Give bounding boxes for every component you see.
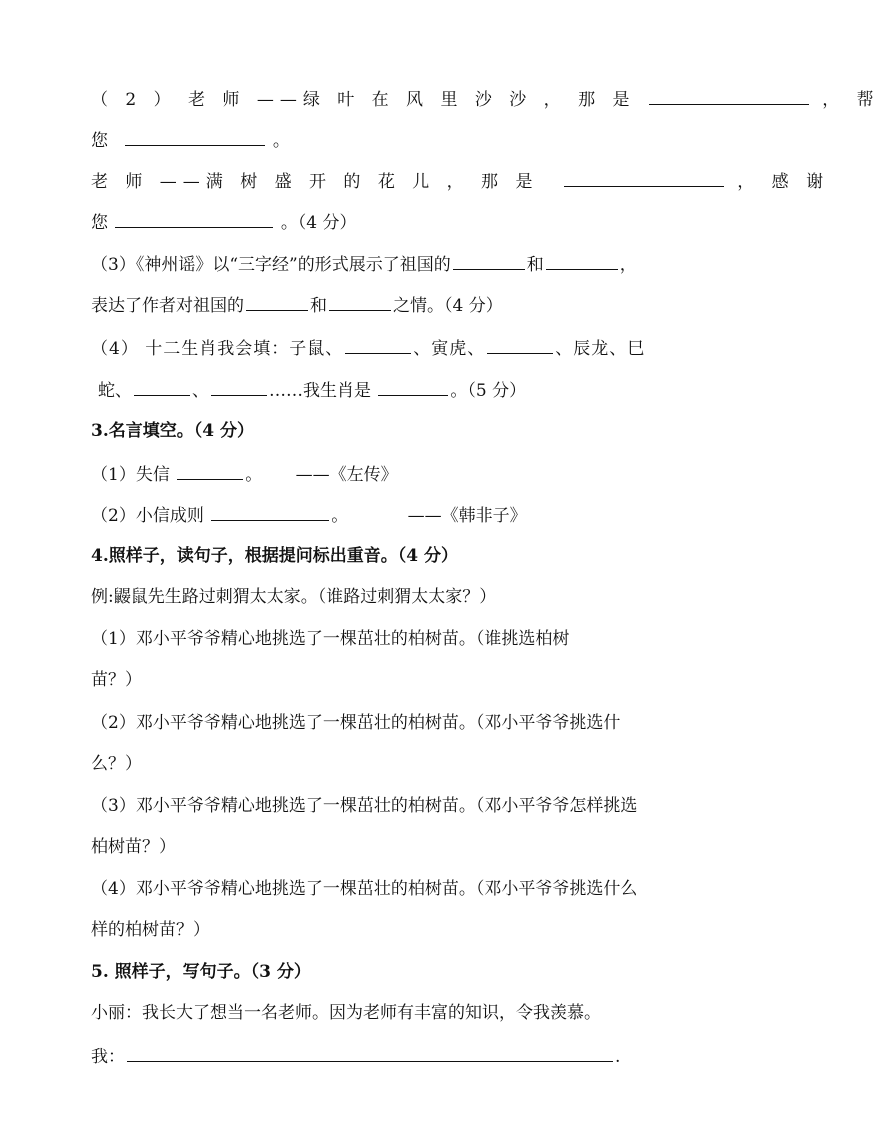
q5-answer-prefix: 我： [91,1047,125,1067]
q2-item3-text-a: （3）《神州谣》以“三字经”的形式展示了祖国的 [91,255,451,275]
q5-title: 5. 照样子，写句子。（3 分） [91,962,311,982]
q2-item3-text-c: ， [619,255,637,275]
answer-blank[interactable] [564,168,724,187]
answer-blank[interactable] [115,209,273,228]
q4-sentence-1a: （1）邓小平爷爷精心地挑选了一棵茁壮的柏树苗。（谁挑选柏树 [91,629,570,649]
q4-sentence-2b: 么？） [91,754,142,774]
answer-blank[interactable] [546,251,618,270]
q3-item2 [91,502,711,528]
q3-item2-source: ——《韩非子》 [407,506,527,526]
q2-item2-text-b: ， 帮 [822,90,880,110]
q4-sentence-4b: 样的柏树苗？） [91,920,210,940]
q2-item3-text-d: 表达了作者对祖国的 [91,296,244,316]
q2-item4-line1 [91,335,711,361]
q4-title: 4.照样子，读句子，根据提问标出重音。（4 分） [91,546,458,566]
answer-blank[interactable] [649,86,809,105]
q5-example: 小丽：我长大了想当一名老师。因为老师有丰富的知识，令我羡慕。 [91,1003,601,1023]
q3-item1-source: ——《左传》 [295,465,398,485]
answer-blank[interactable] [211,502,329,521]
q5-answer-end: . [615,1047,621,1067]
answer-blank[interactable] [127,1043,613,1062]
q2-item4-text-b: 、寅虎、 [413,339,486,359]
q2-item4-text-d: 蛇、 [98,381,132,401]
q4-sentence-1b: 苗？） [91,670,142,690]
q4-sentence-2a: （2）邓小平爷爷精心地挑选了一棵茁壮的柏树苗。（邓小平爷爷挑选什 [91,713,621,733]
q2-item2-text-g: 您 [91,213,108,233]
q3-item1-text: （1）失信 [91,465,170,485]
answer-blank[interactable] [125,127,265,146]
q2-item3-line1 [91,251,711,277]
q2-item3-text-b: 和 [526,255,544,275]
q3-item1 [91,461,711,487]
q2-item2-text-h: 。（4 分） [280,213,357,233]
answer-blank[interactable] [177,461,243,480]
q2-item2-line2 [91,127,711,153]
q5-answer-line [91,1043,711,1069]
q2-item4-text-g: 。（5 分） [450,381,527,401]
answer-blank[interactable] [211,377,267,396]
answer-blank[interactable] [134,377,190,396]
q2-item3-text-f: 之情。（4 分） [393,296,503,316]
answer-blank[interactable] [329,292,391,311]
q3-item1-period: 。 [245,465,263,485]
answer-blank[interactable] [345,335,411,354]
answer-blank[interactable] [378,377,448,396]
q2-item2-text-c: 您 [91,131,108,151]
q2-item2-line4 [91,209,711,235]
q2-item3-text-e: 和 [310,296,327,316]
q4-sentence-3b: 柏树苗？） [91,837,176,857]
q4-example: 例:鼹鼠先生路过刺猬太太家。（谁路过刺猬太太家？） [91,587,497,607]
q3-item2-text: （2）小信成则 [91,506,204,526]
q2-item4-text-a: （4） 十二生肖我会填：子鼠、 [91,339,344,359]
q2-item2-line3 [91,168,830,194]
answer-blank[interactable] [246,292,308,311]
q2-item2-text-a: （ 2 ） 老 师 ——绿 叶 在 风 里 沙 沙 ， 那 是 [91,90,636,110]
answer-blank[interactable] [487,335,553,354]
q4-sentence-3a: （3）邓小平爷爷精心地挑选了一棵茁壮的柏树苗。（邓小平爷爷怎样挑选 [91,796,638,816]
q3-title: 3.名言填空。（4 分） [91,421,254,441]
q2-item4-line2 [98,377,718,403]
q2-item4-text-f: ……我生肖是 [269,381,371,401]
q3-item2-period: 。 [331,506,349,526]
q2-item2-text-f: ， 感 谢 [737,172,830,192]
q2-item4-text-e: 、 [192,381,209,401]
q2-item4-text-c: 、辰龙、巳 [555,339,646,359]
q2-item2-text-d: 。 [272,131,290,151]
answer-blank[interactable] [453,251,525,270]
q4-sentence-4a: （4）邓小平爷爷精心地挑选了一棵茁壮的柏树苗。（邓小平爷爷挑选什么 [91,879,638,899]
q2-item2-line1 [91,86,880,112]
q2-item3-line2 [91,292,711,318]
q2-item2-text-e: 老 师 ——满 树 盛 开 的 花 儿 ， 那 是 [91,172,539,192]
